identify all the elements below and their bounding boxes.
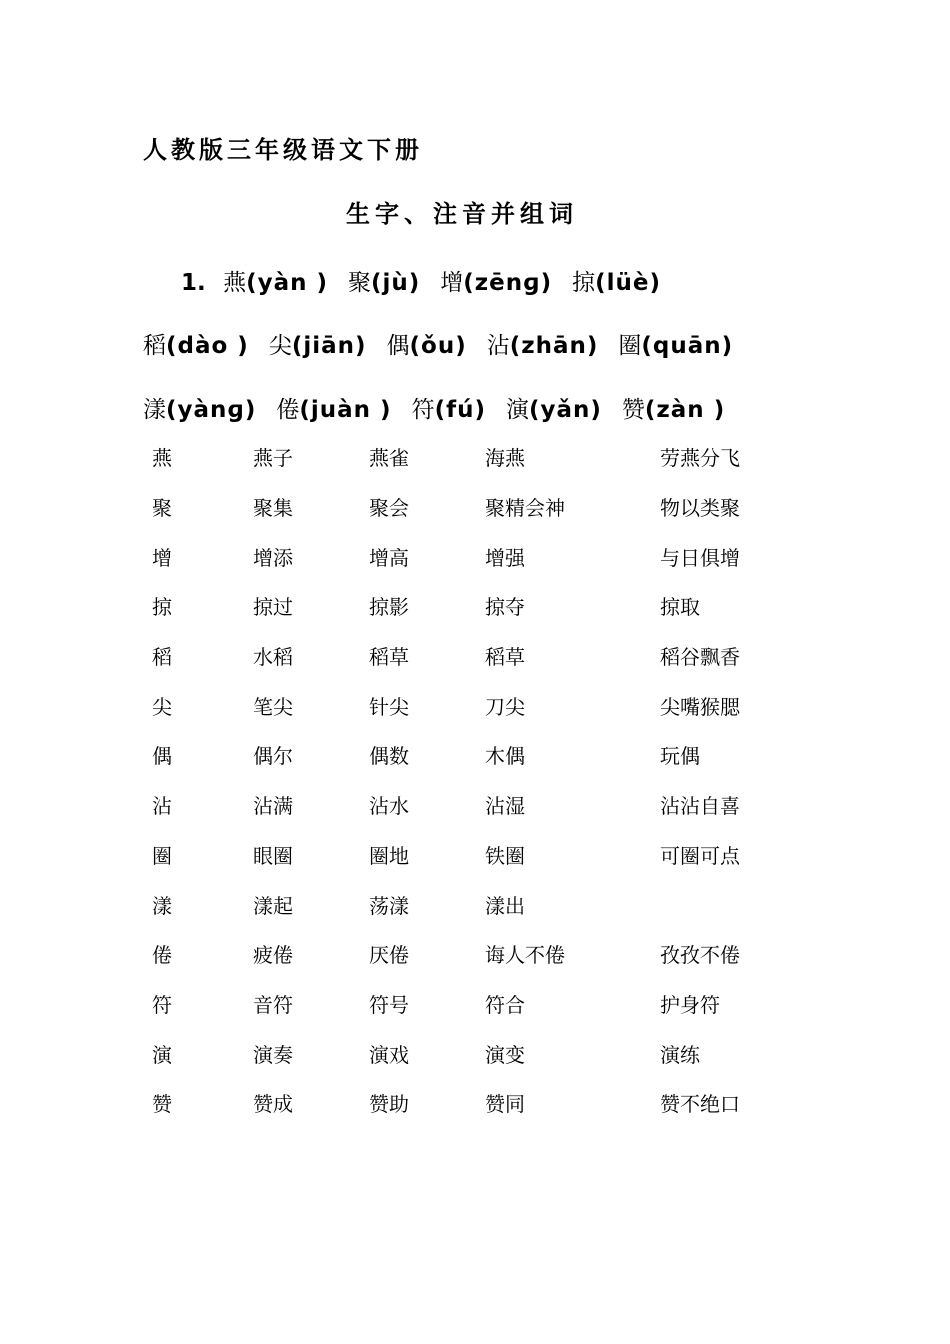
word-row (152, 830, 810, 880)
word-cell: 符号 (369, 992, 409, 1017)
word-cell: 笔尖 (253, 694, 293, 719)
word-cell: 沾满 (253, 794, 293, 819)
pinyin-text: (yǎn) (528, 397, 602, 423)
hanzi-char: 赞 (621, 397, 645, 423)
word-cell: 尖嘴猴腮 (660, 694, 740, 719)
word-row (152, 780, 810, 830)
word-char: 燕 (152, 446, 172, 471)
pinyin-text: (zhān) (509, 333, 599, 359)
word-cell: 增添 (253, 545, 293, 570)
word-row (152, 432, 810, 482)
word-cell: 荡漾 (369, 893, 409, 918)
word-cell: 聚精会神 (485, 496, 565, 521)
word-cell: 漾起 (253, 893, 293, 918)
pinyin-text: (jiān) (291, 333, 367, 359)
word-row (152, 680, 810, 730)
word-char: 偶 (152, 744, 172, 769)
pinyin-text: (juàn ) (299, 397, 392, 423)
hanzi-char: 圈 (618, 333, 642, 359)
hanzi-char: 沾 (486, 333, 510, 359)
pinyin-text: (ǒu) (409, 333, 467, 359)
pinyin-entry (387, 327, 467, 360)
word-cell: 疲倦 (253, 943, 293, 968)
word-cell: 可圈可点 (660, 843, 740, 868)
word-cell: 演练 (660, 1042, 700, 1067)
word-cell: 水稻 (253, 645, 293, 670)
word-char: 沾 (152, 794, 172, 819)
pinyin-entry (143, 391, 256, 424)
word-char: 聚 (152, 496, 172, 521)
word-row (152, 1078, 810, 1128)
word-cell: 护身符 (660, 992, 720, 1017)
word-cell: 沾沾自喜 (660, 794, 740, 819)
word-cell: 燕子 (253, 446, 293, 471)
word-char: 符 (152, 992, 172, 1017)
hanzi-char: 倦 (276, 397, 300, 423)
word-cell: 稻草 (369, 645, 409, 670)
pinyin-text: (zēnɡ) (463, 270, 553, 296)
word-cell: 孜孜不倦 (660, 943, 740, 968)
word-cell: 稻谷飘香 (660, 645, 740, 670)
pinyin-text: (fú) (434, 397, 486, 423)
pinyin-line-2 (143, 327, 753, 360)
word-cell: 聚集 (253, 496, 293, 521)
hanzi-char: 尖 (268, 333, 292, 359)
word-cell: 劳燕分飞 (660, 446, 740, 471)
word-row (152, 531, 810, 581)
word-cell: 增强 (485, 545, 525, 570)
word-cell: 增高 (369, 545, 409, 570)
pinyin-entry (269, 327, 367, 360)
word-cell: 演变 (485, 1042, 525, 1067)
word-char: 漾 (152, 893, 172, 918)
word-cell: 掠过 (253, 595, 293, 620)
pinyin-entry (223, 264, 328, 297)
word-row (152, 482, 810, 532)
word-cell: 燕雀 (369, 446, 409, 471)
word-row (152, 879, 810, 929)
hanzi-char: 符 (411, 397, 435, 423)
word-char: 稻 (152, 645, 172, 670)
word-cell: 木偶 (485, 744, 525, 769)
word-row (152, 979, 810, 1029)
word-row (152, 730, 810, 780)
section-number: 1. (181, 270, 206, 296)
word-row (152, 1028, 810, 1078)
word-cell: 物以类聚 (660, 496, 740, 521)
word-cell: 赞不绝口 (660, 1092, 740, 1117)
word-char: 增 (152, 545, 172, 570)
word-row (152, 581, 810, 631)
word-char: 圈 (152, 843, 172, 868)
word-char: 尖 (152, 694, 172, 719)
pinyin-text: (dào ) (166, 333, 249, 359)
word-char: 赞 (152, 1092, 172, 1117)
word-cell: 掠取 (660, 595, 700, 620)
pinyin-entry (506, 391, 602, 424)
word-cell: 掠影 (369, 595, 409, 620)
word-cell: 偶尔 (253, 744, 293, 769)
hanzi-char: 漾 (143, 397, 166, 423)
pinyin-text: (yàn ) (246, 270, 328, 296)
pinyin-line-1 (181, 264, 681, 297)
word-cell: 海燕 (485, 446, 525, 471)
hanzi-char: 燕 (223, 270, 247, 296)
pinyin-text: (lüè) (595, 270, 662, 296)
hanzi-char: 掠 (572, 270, 596, 296)
pinyin-entry (412, 391, 486, 424)
word-table (152, 432, 810, 1128)
word-cell: 沾湿 (485, 794, 525, 819)
word-cell: 圈地 (369, 843, 409, 868)
pinyin-entry (348, 264, 420, 297)
word-cell: 稻草 (485, 645, 525, 670)
pinyin-entry (572, 264, 661, 297)
pinyin-entry (440, 264, 552, 297)
hanzi-char: 偶 (386, 333, 410, 359)
word-cell: 漾出 (485, 893, 525, 918)
pinyin-entry (622, 391, 725, 424)
hanzi-char: 增 (440, 270, 464, 296)
word-cell: 针尖 (369, 694, 409, 719)
word-row (152, 929, 810, 979)
pinyin-entry (487, 327, 599, 360)
word-cell: 赞助 (369, 1092, 409, 1117)
pinyin-entry (618, 327, 733, 360)
word-cell: 掠夺 (485, 595, 525, 620)
word-cell: 演奏 (253, 1042, 293, 1067)
word-cell: 沾水 (369, 794, 409, 819)
pinyin-entry (276, 391, 391, 424)
word-char: 演 (152, 1042, 172, 1067)
document-title: 人教版三年级语文下册 (143, 136, 423, 164)
word-cell: 赞同 (485, 1092, 525, 1117)
word-cell: 玩偶 (660, 744, 700, 769)
pinyin-text: (yànɡ) (166, 397, 257, 423)
hanzi-char: 聚 (347, 270, 371, 296)
word-cell: 与日俱增 (660, 545, 740, 570)
word-cell: 偶数 (369, 744, 409, 769)
hanzi-char: 演 (505, 397, 529, 423)
pinyin-text: (jù) (370, 270, 421, 296)
document-subtitle: 生字、注音并组词 (346, 200, 578, 228)
hanzi-char: 稻 (143, 333, 166, 359)
word-cell: 刀尖 (485, 694, 525, 719)
word-cell: 符合 (485, 992, 525, 1017)
pinyin-entry (143, 327, 249, 360)
word-cell: 演戏 (369, 1042, 409, 1067)
word-cell: 音符 (253, 992, 293, 1017)
pinyin-text: (zàn ) (644, 397, 726, 423)
word-cell: 铁圈 (485, 843, 525, 868)
word-row (152, 631, 810, 681)
pinyin-text: (quān) (641, 333, 734, 359)
word-cell: 诲人不倦 (485, 943, 565, 968)
pinyin-line-3 (143, 391, 745, 424)
word-cell: 聚会 (369, 496, 409, 521)
word-cell: 赞成 (253, 1092, 293, 1117)
word-char: 倦 (152, 943, 172, 968)
word-cell: 厌倦 (369, 943, 409, 968)
word-cell: 眼圈 (253, 843, 293, 868)
word-cell (660, 879, 810, 929)
word-char: 掠 (152, 595, 172, 620)
